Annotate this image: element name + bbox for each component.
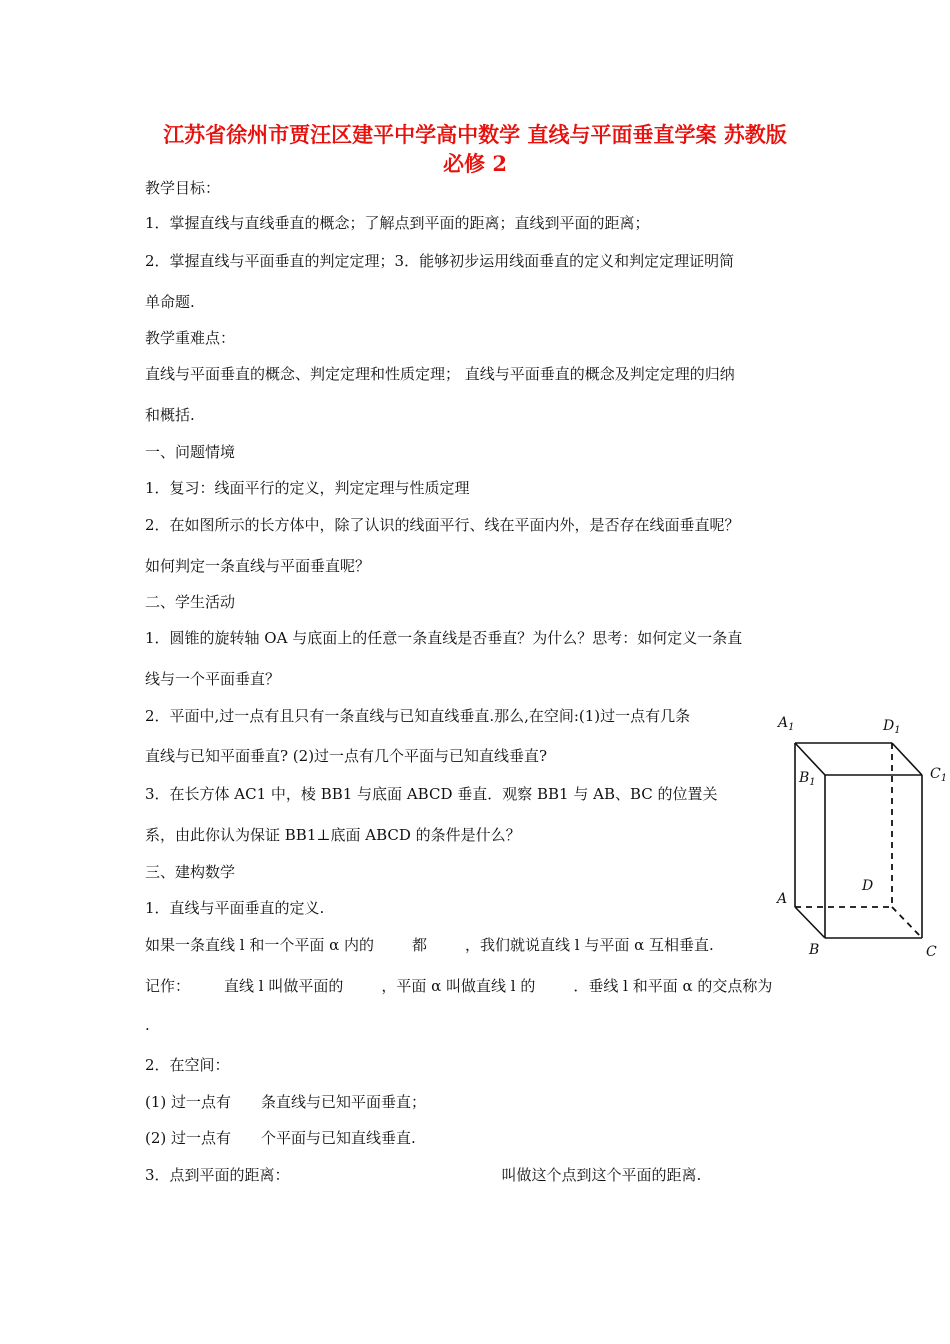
problem-item-1: 1．复习：线面平行的定义，判定定理与性质定理	[145, 479, 470, 497]
vertex-label-b: B	[809, 942, 820, 958]
activity-item-2-cont: 直线与已知平面垂直? (2)过一点有几个平面与已知直线垂直?	[145, 747, 548, 765]
problem-item-2-cont: 如何判定一条直线与平面垂直呢？	[145, 557, 371, 575]
vertex-label-c: C	[926, 944, 937, 960]
definition-part-3: ，我们就说直线 l 与平面 α 互相垂直.	[465, 936, 714, 954]
notation-part-4: ．垂线 l 和平面 α 的交点称为	[573, 977, 773, 995]
notation-part-1: 记作：	[145, 977, 191, 995]
definition-part-1: 如果一条直线 l 和一个平面 α 内的	[145, 936, 375, 954]
activity-item-1-cont: 线与一个平面垂直？	[145, 670, 281, 688]
vertex-label-a1: $A_1$	[778, 715, 795, 733]
section-heading-objectives: 教学目标：	[145, 179, 221, 197]
objective-2-cont: 单命题.	[145, 293, 195, 311]
distance-definition	[145, 1164, 701, 1185]
notation-part-3: ，平面 α 叫做直线 l 的	[381, 977, 536, 995]
document-title	[120, 120, 830, 178]
section-heading-activity: 二、学生活动	[145, 593, 236, 611]
space-statement-1-part-1: (1) 过一点有	[145, 1093, 232, 1111]
notation-end-dot: .	[145, 1016, 150, 1034]
vertex-label-d: D	[862, 878, 874, 894]
space-statement-1-part-2: 条直线与已知平面垂直；	[261, 1093, 427, 1111]
definition-line	[145, 934, 714, 955]
objective-1: 1．掌握直线与直线垂直的概念；了解点到平面的距离；直线到平面的距离；	[145, 214, 650, 232]
problem-item-2: 2．在如图所示的长方体中，除了认识的线面平行、线在平面内外，是否存在线面垂直呢？	[145, 516, 740, 534]
space-statement-2	[145, 1127, 416, 1148]
title-line-2: 必修 2	[443, 151, 507, 176]
section-heading-key-points: 教学重难点：	[145, 329, 236, 347]
construct-item-1: 1．直线与平面垂直的定义.	[145, 899, 325, 917]
activity-item-3: 3．在长方体 AC1 中，棱 BB1 与底面 ABCD 垂直．观察 BB1 与 AB、BC 的位置关	[145, 785, 718, 803]
objective-2: 2．掌握直线与平面垂直的判定定理；3．能够初步运用线面垂直的定义和判定定理证明简	[145, 252, 735, 270]
activity-item-2: 2．平面中,过一点有且只有一条直线与已知直线垂直.那么,在空间:(1)过一点有几条	[145, 707, 691, 725]
vertex-label-c1: $C_1$	[930, 766, 948, 784]
section-heading-construct: 三、建构数学	[145, 863, 236, 881]
definition-part-2: 都	[412, 936, 428, 954]
vertex-label-b1: $B_1$	[799, 770, 816, 788]
space-statement-2-part-2: 个平面与已知直线垂直.	[261, 1129, 416, 1147]
activity-item-3-cont: 系，由此你认为保证 BB1⊥底面 ABCD 的条件是什么？	[145, 826, 521, 844]
distance-definition-part-2: 叫做这个点到这个平面的距离.	[501, 1166, 702, 1184]
cuboid-figure	[770, 705, 950, 965]
vertex-label-a: A	[777, 891, 788, 907]
notation-part-2: 直线 l 叫做平面的	[224, 977, 344, 995]
key-points-text: 直线与平面垂直的概念、判定定理和性质定理； 直线与平面垂直的概念及判定定理的归纳	[145, 365, 735, 383]
construct-item-2: 2．在空间：	[145, 1056, 230, 1074]
activity-item-1: 1．圆锥的旋转轴 OA 与底面上的任意一条直线是否垂直？为什么？思考：如何定义一条直	[145, 629, 743, 647]
edge-a-b	[795, 907, 825, 938]
edge-d-c-hidden	[892, 907, 922, 938]
section-heading-problem: 一、问题情境	[145, 443, 236, 461]
notation-line	[145, 975, 772, 996]
edge-d1-c1	[892, 743, 922, 775]
space-statement-1	[145, 1091, 426, 1112]
space-statement-2-part-1: (2) 过一点有	[145, 1129, 232, 1147]
title-line-1: 江苏省徐州市贾汪区建平中学高中数学 直线与平面垂直学案 苏教版	[163, 122, 787, 147]
key-points-text-cont: 和概括.	[145, 406, 195, 424]
distance-definition-part-1: 3．点到平面的距离：	[145, 1166, 290, 1184]
vertex-label-d1: $D_1$	[883, 718, 901, 736]
